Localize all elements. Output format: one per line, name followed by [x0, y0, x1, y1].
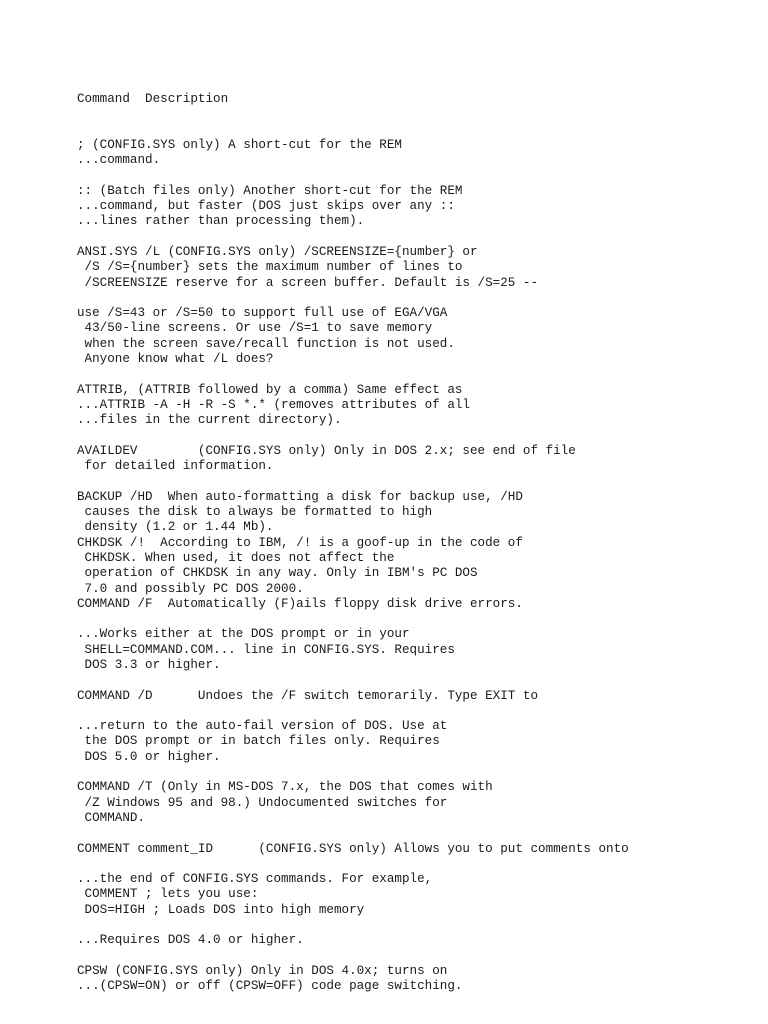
text-line: use /S=43 or /S=50 to support full use of EGA/VGA — [77, 306, 448, 321]
text-line: ...Requires DOS 4.0 or higher. — [77, 933, 304, 948]
blank-line — [77, 673, 747, 688]
text-line: when the screen save/recall function is not used. — [77, 336, 455, 351]
text-line: DOS=HIGH ; Loads DOS into high memory — [77, 902, 365, 917]
blank-line — [77, 826, 747, 841]
text-line: /SCREENSIZE reserve for a screen buffer. Default is /S=25 -- — [77, 275, 539, 290]
blank-line — [77, 291, 747, 306]
text-line: 7.0 and possibly PC DOS 2000. — [77, 581, 304, 596]
blank-line — [77, 474, 747, 489]
blank-line — [77, 857, 747, 872]
text-line: :: (Batch files only) Another short-cut for the REM — [77, 183, 463, 198]
text-line: ...command. — [77, 153, 161, 168]
blank-line — [77, 765, 747, 780]
blank-line — [77, 230, 747, 245]
text-line: ...the end of CONFIG.SYS commands. For example, — [77, 872, 433, 887]
text-line: CPSW (CONFIG.SYS only) Only in DOS 4.0x; turns on — [77, 963, 448, 978]
text-line: causes the disk to always be formatted to high — [77, 505, 433, 520]
text-line: ATTRIB, (ATTRIB followed by a comma) Same effect as — [77, 382, 463, 397]
text-line: ...files in the current directory). — [77, 413, 342, 428]
text-line: density (1.2 or 1.44 Mb). — [77, 520, 274, 535]
blank-line — [77, 367, 747, 382]
text-line: ...ATTRIB -A -H -R -S *.* (removes attributes of all — [77, 397, 470, 412]
blank-line — [77, 918, 747, 933]
text-line: DOS 5.0 or higher. — [77, 749, 221, 764]
text-line: ...lines rather than processing them). — [77, 214, 365, 229]
text-line: ...command, but faster (DOS just skips over any :: — [77, 199, 455, 214]
text-line: ANSI.SYS /L (CONFIG.SYS only) /SCREENSIZE={number} or — [77, 244, 478, 259]
blank-line — [77, 612, 747, 627]
text-line: COMMAND. — [77, 810, 146, 825]
text-line: ...return to the auto-fail version of DOS. Use at — [77, 719, 448, 734]
text-line: COMMENT comment_ID (CONFIG.SYS only) Allows you to put comments onto — [77, 841, 629, 856]
text-line: CHKDSK. When used, it does not affect the — [77, 550, 395, 565]
text-line: 43/50-line screens. Or use /S=1 to save memory — [77, 321, 433, 336]
blank-line — [77, 704, 747, 719]
text-line: BACKUP /HD When auto-formatting a disk for backup use, /HD — [77, 489, 523, 504]
text-line: COMMAND /D Undoes the /F switch temorarily. Type EXIT to — [77, 688, 539, 703]
text-line: COMMENT ; lets you use: — [77, 887, 259, 902]
text-line: SHELL=COMMAND.COM... line in CONFIG.SYS. Requires — [77, 642, 455, 657]
document-text — [77, 92, 747, 995]
text-line: Command Description — [77, 92, 229, 106]
text-line: operation of CHKDSK in any way. Only in IBM's PC DOS — [77, 566, 478, 581]
blank-line — [77, 429, 747, 444]
text-line: ...(CPSW=ON) or off (CPSW=OFF) code page switching. — [77, 979, 463, 994]
text-line: Anyone know what /L does? — [77, 352, 274, 367]
text-line: COMMAND /F Automatically (F)ails floppy disk drive errors. — [77, 596, 523, 611]
text-line: AVAILDEV (CONFIG.SYS only) Only in DOS 2.x; see end of file — [77, 443, 576, 458]
text-line: DOS 3.3 or higher. — [77, 657, 221, 672]
text-line: ...Works either at the DOS prompt or in your — [77, 627, 410, 642]
blank-line — [77, 123, 747, 138]
text-line: /Z Windows 95 and 98.) Undocumented switches for — [77, 795, 448, 810]
text-line: for detailed information. — [77, 459, 274, 474]
text-line: ; (CONFIG.SYS only) A short-cut for the REM — [77, 137, 402, 152]
text-line: the DOS prompt or in batch files only. Requires — [77, 734, 440, 749]
text-line: CHKDSK /! According to IBM, /! is a goof-up in the code of — [77, 535, 523, 550]
text-line: COMMAND /T (Only in MS-DOS 7.x, the DOS that comes with — [77, 780, 493, 795]
blank-line — [77, 168, 747, 183]
blank-line — [77, 107, 747, 122]
text-line: /S /S={number} sets the maximum number of lines to — [77, 260, 463, 275]
blank-line — [77, 949, 747, 964]
